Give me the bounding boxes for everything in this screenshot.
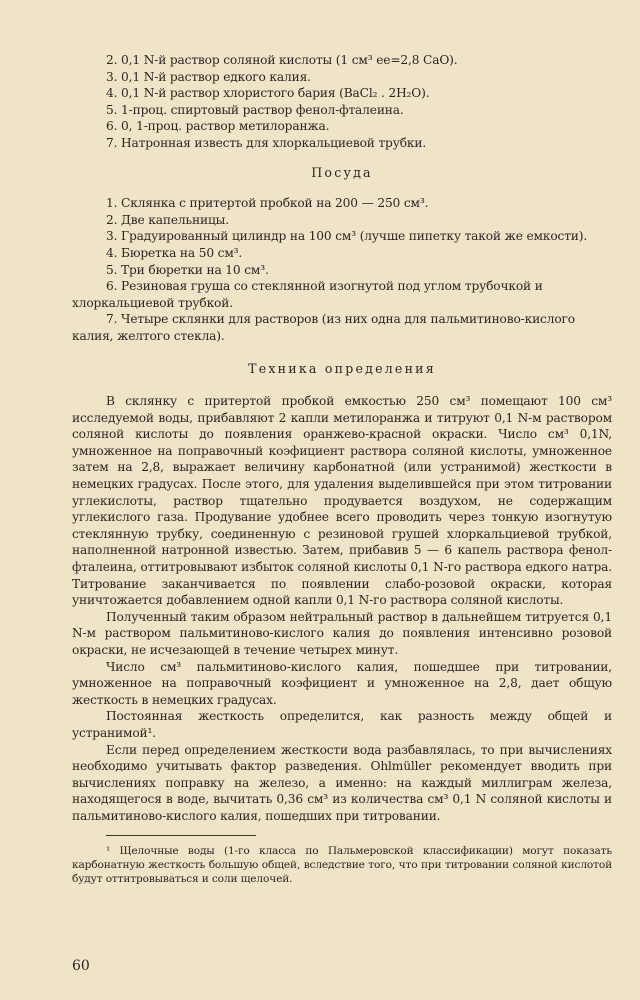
section-heading-technique: Техника определения xyxy=(248,360,436,376)
list-item: 7. Натронная известь для хлоркальциевой трубки. xyxy=(106,135,427,150)
list-item: 6. Резиновая груша со стеклянной изогнутой под углом трубочкой и хлоркальциевой трубкой. xyxy=(72,279,543,310)
list-item: 4. Бюретка на 50 см³. xyxy=(106,245,243,260)
list-item: 5. 1-проц. спиртовый раствор фенол-фталеина. xyxy=(106,102,404,117)
list-item: 3. Градуированный цилиндр на 100 см³ (лучше пипетку такой же емкости). xyxy=(106,229,588,244)
list-item: 6. 0, 1-проц. раствор метилоранжа. xyxy=(106,119,330,134)
paragraph: Число см³ пальмитиново-кислого калия, пошедшее при титровании, умноженное на поправочный коэфициент и умноженное на 2,8, дает общую жесткость в немецких градусах. xyxy=(72,659,612,707)
paragraph: Если перед определением жесткости вода разбавлялась, то при вычислениях необходимо учитывать фактор разведения. Ohlmüller рекомендует вводить при вычислениях поправку на железо, а именно: на каждый миллиграм железа, находящегося в воде, вычитать 0,36 см³ из количества см³ 0,1 N соляной кислоты и пальмитиново-кислого калия, пошедших при титровании. xyxy=(72,742,612,823)
paragraph: Полученный таким образом нейтральный раствор в дальнейшем титруется 0,1 N-м раствором пальмитиново-кислого калия до появления интенсивно розовой окраски, не исчезающей в течение четырех минут. xyxy=(72,609,612,657)
list-item: 3. 0,1 N-й раствор едкого калия. xyxy=(106,69,311,84)
posuda-list xyxy=(72,195,612,344)
footnote: ¹ Щелочные воды (1-го класса по Пальмеровской классификации) могут показать карбонатную жесткость большую общей, вследствие того, что при титровании соляной кислотой будут оттитровываться и соли щелочей. xyxy=(72,844,612,885)
paragraph: В склянку с притертой пробкой емкостью 250 см³ помещают 100 см³ исследуемой воды, прибавляют 2 капли метилоранжа и титруют 0,1 N-м раствором соляной кислоты до появления оранжево-красной окраски. Число см³ 0,1N, умноженное на поправочный коэфициент раствора соляной кислоты, умноженное затем на 2,8, выражает величину карбонатной (или устранимой) жесткости в немецких градусах. После этого, для удаления выделившейся при этом титровании углекислоты, раствор тщательно продувается воздухом, не содержащим углекислого газа. Продувание удобнее всего проводить через тонкую изогнутую стеклянную трубку, соединенную с резиновой грушей хлоркальциевой трубкой, наполненной натронной известью. Затем, прибавив 5 — 6 капель раствора фенол-фталеина, оттитровывают избыток соляной кислоты 0,1 N-го раствора едкого натра. Титрование заканчивается по появлении слабо-розовой окраски, которая уничтожается добавлением одной капли 0,1 N-го раствора соляной кислоты. xyxy=(72,394,612,608)
list-item: 7. Четыре склянки для растворов (из них одна для пальмитиново-кислого калия, желтого стекла). xyxy=(72,312,575,343)
list-item: 5. Три бюретки на 10 см³. xyxy=(106,262,269,277)
page-number: 60 xyxy=(72,958,90,974)
paragraph: Постоянная жесткость определится, как разность между общей и устранимой¹. xyxy=(72,709,612,740)
list-item: 4. 0,1 N-й раствор хлористого бария (BaCl₂ . 2H₂O). xyxy=(106,86,430,101)
reagents-list xyxy=(72,52,612,152)
page-body xyxy=(72,52,612,982)
section-heading-posuda: Посуда xyxy=(311,164,373,180)
footnote-divider xyxy=(106,835,256,836)
list-item: 1. Склянка с притертой пробкой на 200 — 250 см³. xyxy=(106,196,429,211)
list-item: 2. Две капельницы. xyxy=(106,212,229,227)
list-item: 2. 0,1 N-й раствор соляной кислоты (1 см³ ее=2,8 CaO). xyxy=(106,53,458,67)
